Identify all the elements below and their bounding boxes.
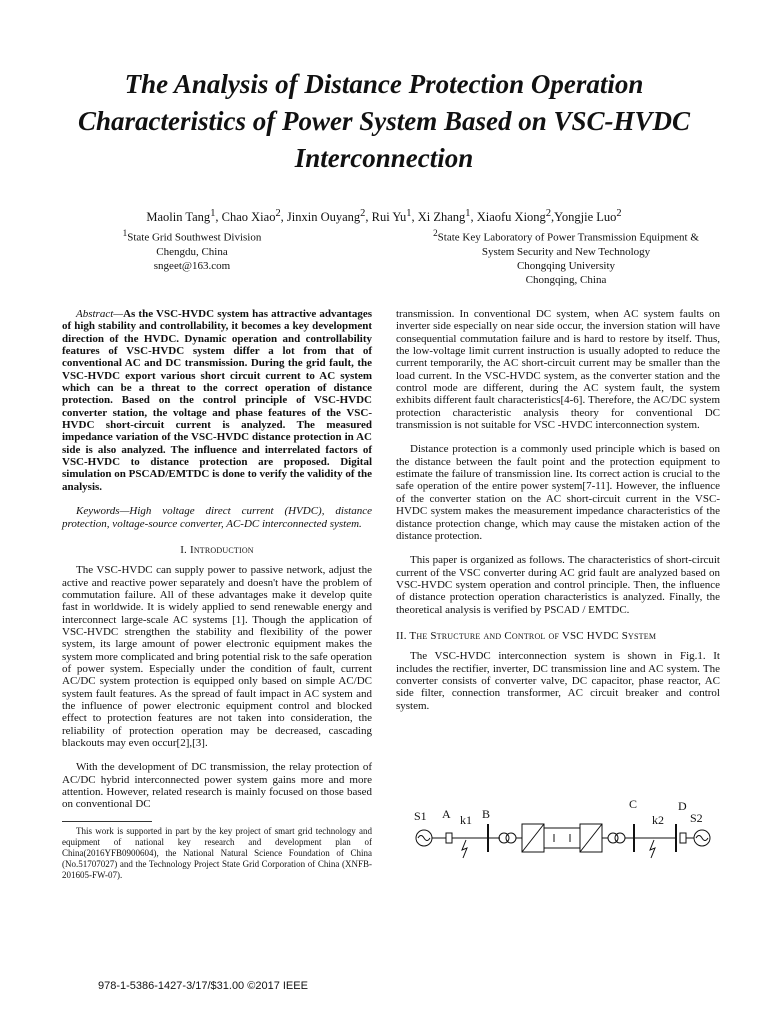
copyright-notice: 978-1-5386-1427-3/17/$31.00 ©2017 IEEE [98,980,308,992]
affiliation-line: Chongqing University [516,259,616,272]
fault-icon [462,840,467,858]
author: Xiaofu Xiong$^2$ [476,208,552,225]
diagram-label: k1 [460,813,472,827]
footnote-divider [62,821,152,822]
author-list: Maolin Tang$^1$, Chao Xiao$^2$, Jinxin Ouyang$^2$, Rui Yu$^1$, Xi Zhang$^1$, Xiaofu Xiong$^2$,Yongjie Luo$^2$ [146,208,622,225]
diagram-label: S2 [690,811,703,825]
author: Yongjie Luo$^2$ [554,208,622,225]
affiliation-line: Chengdu, China [156,245,228,258]
paragraph: transmission. In conventional DC system, when AC system faults on inverter side especially on near side occur, the inversion station will have consequential commutation failure and is hard to restore by itself. Thus, the low-voltage limit current instruction is usually adopted to reduce the current temporarily, the AC short-circuit current may be smaller than the load current. In the VSC-HVDC system, as the converter station and the control mode are different, during the AC system fault, the system exhibits different fault characteristics[4-6]. Therefore, the AC/DC system protection characteristic analysis theory for conventional DC transmission is not suitable for VSC -HVDC interconnection system. [396,308,720,432]
fault-icon [650,840,655,858]
author: Xi Zhang$^1$ [417,208,471,225]
diagram-label: S1 [414,809,427,823]
affiliation-line: System Security and New Technology [481,245,651,258]
paragraph: With the development of DC transmission, the relay protection of AC/DC hybrid interconnected power system gains more and more attention. However, related research is mainly focused on those based on conventional DC [62,761,372,811]
affiliation-line: $^1$State Grid Southwest Division [122,228,262,244]
paragraph: The VSC-HVDC can supply power to passive network, adjust the active and reactive power separately and doesn't have the problem of commutation failure. All of these advantages make it develop quite fast in worldwide. It is widely applied to send renewable energy and interconnect large-scale AC systems [1]. Though the application of VSC-HVDC strengthen the stability and flexibility of the power system, its large amount of power electronic equipment makes the system more complicated and bring potential risk to the safe operation of power system. Especially under the condition of fault, current AC/DC system protection is equipped only based on simple AC/DC system fault features. As the spread of fault impact in AC system and the influence of power electronic equipment control and blocked effect to protection features are not taken into consideration, the reliability of protection operation may be decreased, cascading blackouts may even occur[2],[3]. [62,564,372,749]
breaker-icon [680,833,686,843]
paragraph: Distance protection is a commonly used principle which is based on the distance between the fault point and the protection equipment to estimate the failure of transmission line. Its correct action is crucial to the safe operation of the entire power system[7-11]. However, the influence of the converter station on the AC short-circuit current in the VSC-HVDC system makes the measurement impedance characteristics of the distance protection change, which may cause the mistaken action of the distance protection. [396,443,720,542]
author: Jinxin Ouyang$^2$ [286,208,366,225]
affiliation-line: $^2$State Key Laboratory of Power Transmission Equipment & [433,228,699,244]
author: Maolin Tang$^1$ [146,208,216,225]
keywords: Keywords—High voltage direct current (HVDC), distance protection, voltage-source converter, AC-DC interconnected system. [62,505,372,530]
section-heading-introduction: I. Introduction [180,543,254,556]
diagram-label: A [442,807,451,821]
breaker-icon [446,833,452,843]
abstract-lead: Abstract— [76,308,124,320]
left-column [62,308,372,881]
paper-title: The Analysis of Distance Protection Operation Characteristics of Power System Based on VSC-HVDC Interconnection [77,69,691,173]
abstract-text: As the VSC-HVDC system has attractive advantages of high stability and controllability, it becomes a key development direction of the HVDC. Dynamic operation and controllability features of VSC-HVDC system differ a lot from that of conventional AC and DC transmission. During the grid fault, the VSC-HVDC export various short circuit current to AC system which can be a threat to the correct operation of distance protection. Based on the control principle of VSC-HVDC converter station, the voltage and phase features of the VSC-HVDC short-circuit current is analyzed. The measured impedance variation of the VSC-HVDC distance protection in AC side is also analyzed. The influence and interrelated factors of VSC-HVDC to distance protection are proposed. Digital simulation on PSCAD/EMTDC is done to verify the validity of the analysis. [62,308,372,493]
affiliation-email: sngeet@163.com [153,259,231,272]
affiliation-line: Chongqing, China [525,273,607,286]
diagram-label: C [629,797,638,811]
abstract [62,308,372,493]
diagram-label: k2 [652,813,664,827]
paragraph: This paper is organized as follows. The characteristics of short-circuit current of the VSC converter during AC grid fault are analyzed based on VSC-HVDC system operation and control principle. Then, the influence of distance protection operation characteristics is analyzed. Finally, the theoretical analysis is verified by PSCAD / EMTDC. [396,554,720,616]
right-column [396,308,720,712]
section-heading-structure: II. The Structure and Control of VSC HVDC System [396,629,657,642]
diagram-label: B [482,807,491,821]
affiliation-1 [112,226,272,273]
diagram-label: D [678,799,687,813]
author: Chao Xiao$^2$ [221,208,281,225]
system-diagram [404,792,720,882]
author: Rui Yu$^1$ [371,208,412,225]
footnote: This work is supported in part by the key project of smart grid technology and equipment of national key research and development plan of China(2016YFB0900604), the National Natural Science Foundation of China (No.51707027) and the Technology Project State Grid Corporation of China (XNFB-201605-FW-07). [62,825,372,880]
affiliation-2 [398,226,734,287]
paragraph: The VSC-HVDC interconnection system is shown in Fig.1. It includes the rectifier, inverter, DC transmission line and AC system. The converter consists of converter valve, DC capacitor, phase reactor, AC side filter, connection transformer, AC circuit breaker and control system. [396,650,720,712]
